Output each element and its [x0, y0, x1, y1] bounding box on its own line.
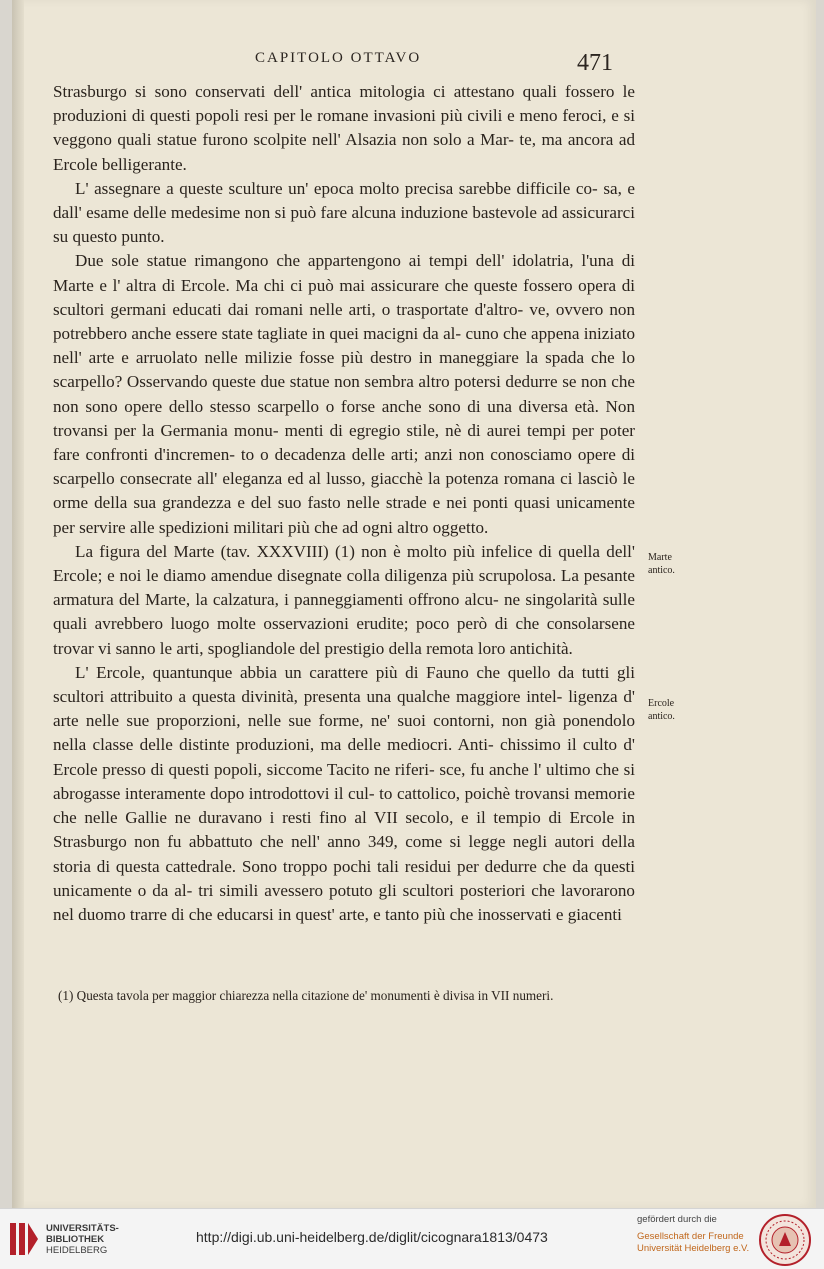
text-line: fino al VII secolo, e il tempio di Ercole in Strasburgo non fu abbattuto che: [53, 808, 635, 852]
text-line: sa, e dall' esame delle medesime non si può fare alcuna induzione bastevole: [53, 178, 635, 223]
text-line: o forse anche sono di una diversa età. Non trovansi per la Germania monu-: [53, 396, 635, 440]
text-line: già ponendolo nella classe delle distinte produzioni, ma delle mediocri. Anti-: [53, 711, 636, 755]
text-line: trarre di che educarsi in quest' arte, e tanto più che inosservati e giacenti: [129, 904, 622, 924]
text-line: nell' anno 349, come si legge negli autori della storia di questa cattedrale.: [53, 832, 635, 876]
text-line: sembra altro potersi dedurre se non che non sono opere dello stesso scarpello: [53, 372, 635, 416]
library-name: UNIVERSITÄTS- BIBLIOTHEK HEIDELBERG: [46, 1223, 119, 1256]
text-line: opera di scultori germani educati dai romani nelle arti, o trasportate d'altro-: [53, 275, 636, 319]
text-line: dell' Ercole; e noi le diamo amendue disegnate colla diligenza più scrupolosa.: [53, 541, 635, 586]
text-line: servire alle spedizioni militari più che ad ogni altro oggetto.: [79, 517, 489, 537]
text-line: ne singolarità sulle quali avrebbero luogo molte osservazioni erudite; poco: [53, 590, 635, 634]
text-line: Sono troppo pochi tali residui per dedurre che da questi unicamente o da al-: [53, 856, 635, 900]
running-head: CAPITOLO OTTAVO: [255, 50, 422, 66]
text-line: La figura del Marte (tav. XXXVIII) (1) non è molto più infelice di quella: [75, 541, 601, 561]
text-line: sce, fu anche l' ultimo che si abrogasse interamente dopo introdottovi il cul-: [53, 759, 635, 803]
text-line: cuno che appena iniziato nell' arte e arruolato nelle milizie fosse più destro: [53, 324, 636, 368]
text-line: in maneggiare la spada che lo scarpello? Osservando queste due statue non: [53, 348, 635, 392]
viewer-footer: [0, 1208, 824, 1269]
text-line: feroci, e si veggono quali statue furono scolpite nell' Alsazia non solo a Mar-: [53, 106, 635, 150]
text-line: te, ma ancora ad Ercole belligerante.: [53, 130, 635, 174]
paragraph-4: [53, 540, 635, 661]
sponsor-caption: gefördert durch die: [637, 1214, 717, 1225]
text-line: gli scultori attribuito a questa divinità, presenta una qualche maggiore intel-: [53, 662, 635, 707]
text-line: to cattolico, poichè trovansi memorie che nelle Gallie ne duravano i resti: [53, 783, 635, 828]
text-line: ve, ovvero non potrebbero anche essere state tagliate in quei macigni da al-: [53, 299, 635, 344]
text-line: ligenza d' arte nelle sue proporzioni, nelle sue forme, ne' suoi contorni, non: [53, 687, 635, 731]
footnote: (1) Questa tavola per maggior chiarezza nella citazione de' monumenti è divisa in VII numeri.: [58, 988, 554, 1003]
text-line: di Marte e l' altra di Ercole. Ma chi ci può mai assicurare che queste fossero: [53, 251, 635, 295]
marginal-note-marte: Marte antico.: [648, 552, 675, 576]
page-number: 471: [577, 50, 613, 76]
text-line: le produzioni di questi popoli resi per le romane invasioni più civili e meno: [53, 82, 635, 126]
paragraph-5: [53, 661, 635, 927]
marginal-note-ercole: Ercole antico.: [648, 698, 675, 722]
text-line: sua grandezza e del suo fasto nelle strade e nei ponti quasi unicamente per: [53, 493, 635, 537]
page-edge: [12, 0, 24, 1208]
text-line: della remota loro antichità.: [388, 638, 573, 658]
library-logo-icon: [8, 1221, 40, 1257]
paragraph-1: [53, 80, 635, 177]
text-line: menti di egregio stile, nè di aurei tempi per poter fare confronti d'incremen-: [53, 420, 635, 465]
text-line: Due sole statue rimangono che appartengono ai tempi dell' idolatria, l'una: [75, 251, 614, 271]
text-line: però di che consolarsene trovar vi sanno le arti, spogliandole del prestigio: [53, 614, 635, 658]
sponsor-name[interactable]: Gesellschaft der Freunde Universität Heidelberg e.V.: [637, 1231, 750, 1254]
paragraph-3: [53, 249, 635, 539]
body-text: [53, 80, 635, 927]
paragraph-2: [53, 177, 635, 250]
text-line: chissimo il culto d' Ercole presso di questi popoli, siccome Tacito ne riferi-: [53, 735, 635, 779]
university-seal-icon: [758, 1213, 812, 1267]
text-line: L' Ercole, quantunque abbia un carattere più di Fauno che quello da tutti: [75, 662, 610, 682]
text-line: tri simili avessero potuto gli scultori posteriori che lavorarono nel duomo: [53, 880, 635, 924]
text-line: Strasburgo si sono conservati dell' antica mitologia ci attestano quali fossero: [53, 82, 615, 101]
text-line: to o decadenza delle arti; anzi non conosciamo opere di scarpello consecrate: [53, 445, 635, 489]
text-line: ad assicurarci su questo punto.: [53, 203, 635, 247]
text-line: La pesante armatura del Marte, la calzatura, i panneggiamenti offrono alcu-: [53, 566, 635, 610]
permalink-url[interactable]: http://digi.ub.uni-heidelberg.de/diglit/cicognara1813/0473: [196, 1229, 548, 1245]
text-line: L' assegnare a queste sculture un' epoca molto precisa sarebbe difficile co-: [75, 178, 598, 198]
text-line: all' eleganza ed al lusso, giacchè la potenza romana ci lasciò le orme della: [53, 469, 635, 513]
